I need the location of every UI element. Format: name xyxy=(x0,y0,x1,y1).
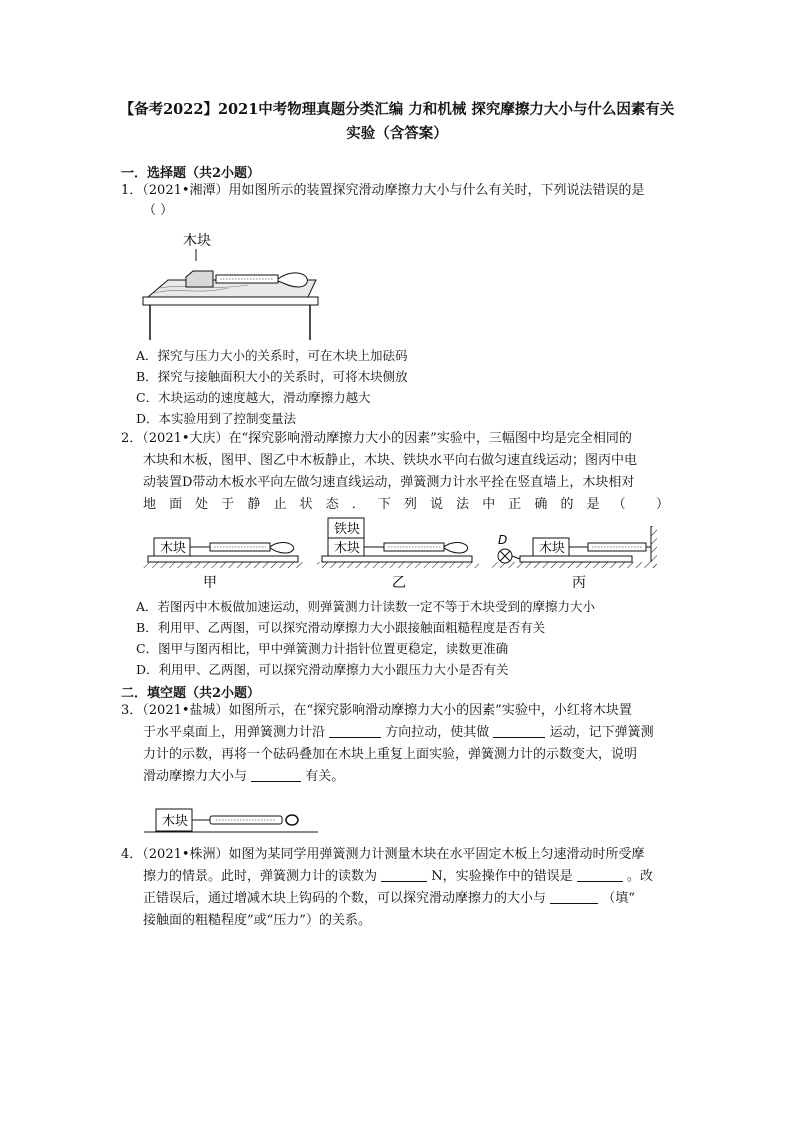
q2-option-d: D．利用甲、乙两图，可以探究滑动摩擦力大小跟压力大小是否有关 xyxy=(136,662,509,677)
q2-stem-line-2: 木块和木板，图甲、图乙中木板静止，木块、铁块水平向右做匀速直线运动；图丙中电 xyxy=(143,453,638,468)
q1-table-top xyxy=(143,297,318,305)
q2-setup-b xyxy=(317,518,479,591)
title-line-2: 实验（含答案） xyxy=(346,125,448,142)
q1-stem-line-1: 1．（2021•湘潭）用如图所示的装置探究滑动摩擦力大小与什么有关时，下列说法错误的是 xyxy=(121,183,645,198)
q2b-hand xyxy=(444,543,468,553)
q3-blank-direction[interactable] xyxy=(329,723,381,738)
q2-option-b: B．利用甲、乙两图，可以探究滑动摩擦力大小跟接触面粗糙程度是否有关 xyxy=(136,620,546,635)
q2-option-c: C．图甲与图丙相比，甲中弹簧测力计指针位置更稳定，读数更准确 xyxy=(136,641,509,656)
q3-blank-motion[interactable] xyxy=(493,723,545,738)
document-title xyxy=(100,98,694,146)
q2c-motor-label: D xyxy=(498,533,508,547)
q2b-spring-scale xyxy=(384,543,444,551)
q1-wood-block xyxy=(186,271,213,287)
q1-option-a: A．探究与压力大小的关系时，可在木块上加砝码 xyxy=(136,348,408,363)
q4-stem-line-1: 4．（2021•株洲）如图为某同学用弹簧测力计测量木块在水平固定木板上匀速滑动时所受摩 xyxy=(121,847,645,862)
q2a-spring-scale xyxy=(210,543,270,551)
q3-blank-factor[interactable] xyxy=(251,767,301,782)
q2c-ground xyxy=(492,562,656,568)
q2c-board xyxy=(520,556,632,562)
q2b-ground xyxy=(317,562,479,568)
q2b-iron-label: 铁块 xyxy=(334,522,361,537)
q4-blank-factor[interactable] xyxy=(550,889,598,904)
q1-option-c: C．木块运动的速度越大，滑动摩擦力越大 xyxy=(136,390,371,405)
q3-stem-line-4: 滑动摩擦力大小与 有关。 xyxy=(143,769,345,784)
section-heading-choice: 一．选择题（共2小题） xyxy=(121,166,261,181)
q3-stem-line-1: 3．（2021•盐城）如图所示，在“探究影响滑动摩擦力大小的因素”实验中，小红将木块置 xyxy=(121,703,632,718)
q2-three-experiments-figure xyxy=(140,512,665,592)
q3-scale-ring xyxy=(286,815,298,825)
q2c-block-label: 木块 xyxy=(539,541,566,556)
q2a-board xyxy=(148,556,298,562)
section-heading-fill: 二．填空题（共2小题） xyxy=(121,686,261,701)
q2a-caption: 甲 xyxy=(203,575,217,591)
q4-blank-reading[interactable] xyxy=(381,867,427,882)
q4-blank-error[interactable] xyxy=(577,867,623,882)
q2c-wall xyxy=(651,526,657,568)
q3-stem-line-3: 力计的示数，再将一个砝码叠加在木块上重复上面实验，弹簧测力计的示数变大，说明 xyxy=(143,747,638,762)
q2-stem-line-3: 动装置D带动木板水平向左做匀速直线运动，弹簧测力计水平拴在竖直墙上，木块相对 xyxy=(143,475,635,490)
q1-option-b: B．探究与接触面积大小的关系时，可将木块侧放 xyxy=(136,369,408,384)
q2b-board xyxy=(322,556,472,562)
q2-stem-line-1: 2．（2021•大庆）在“探究影响滑动摩擦力大小的因素”实验中，三幅图中均是完全相同的 xyxy=(121,431,632,446)
q2c-caption: 丙 xyxy=(572,575,586,591)
q2-setup-c xyxy=(492,526,657,591)
q2a-hand xyxy=(270,543,294,553)
q1-answer-bracket: （ ） xyxy=(143,203,174,218)
q4-stem-line-4: 接触面的粗糙程度”或“压力”）的关系。 xyxy=(143,913,371,928)
q2b-caption: 乙 xyxy=(392,575,406,591)
q2-setup-a xyxy=(143,538,305,591)
q1-option-d: D．本实验用到了控制变量法 xyxy=(136,411,297,426)
q2b-block-label: 木块 xyxy=(334,541,361,556)
q3-stem-line-2: 于水平桌面上，用弹簧测力计沿 方向拉动，使其做 运动，记下弹簧测 xyxy=(143,725,654,740)
q3-block-label: 木块 xyxy=(162,814,189,829)
q2-option-a: A．若图丙中木板做加速运动，则弹簧测力计读数一定不等于木块受到的摩擦力大小 xyxy=(136,599,596,614)
title-line-1: 【备考2022】2021中考物理真题分类汇编 力和机械 探究摩擦力大小与什么因素有关 xyxy=(119,101,675,118)
q4-stem-line-2: 擦力的情景。此时，弹簧测力计的读数为 N，实验操作中的错误是 。改 xyxy=(143,869,653,884)
q1-friction-apparatus-figure xyxy=(138,225,328,343)
q2a-block-label: 木块 xyxy=(160,541,187,556)
q2a-ground xyxy=(143,562,305,568)
q4-stem-line-3: 正错误后，通过增减木块上钩码的个数，可以探究滑动摩擦力的大小与 （填“ xyxy=(143,891,635,906)
q2-stem-line-4: 地面处于静止状态．下列说法中正确的是（ ） xyxy=(143,497,669,512)
q3-block-and-scale-figure xyxy=(142,804,322,844)
q1-block-label: 木块 xyxy=(183,233,211,249)
